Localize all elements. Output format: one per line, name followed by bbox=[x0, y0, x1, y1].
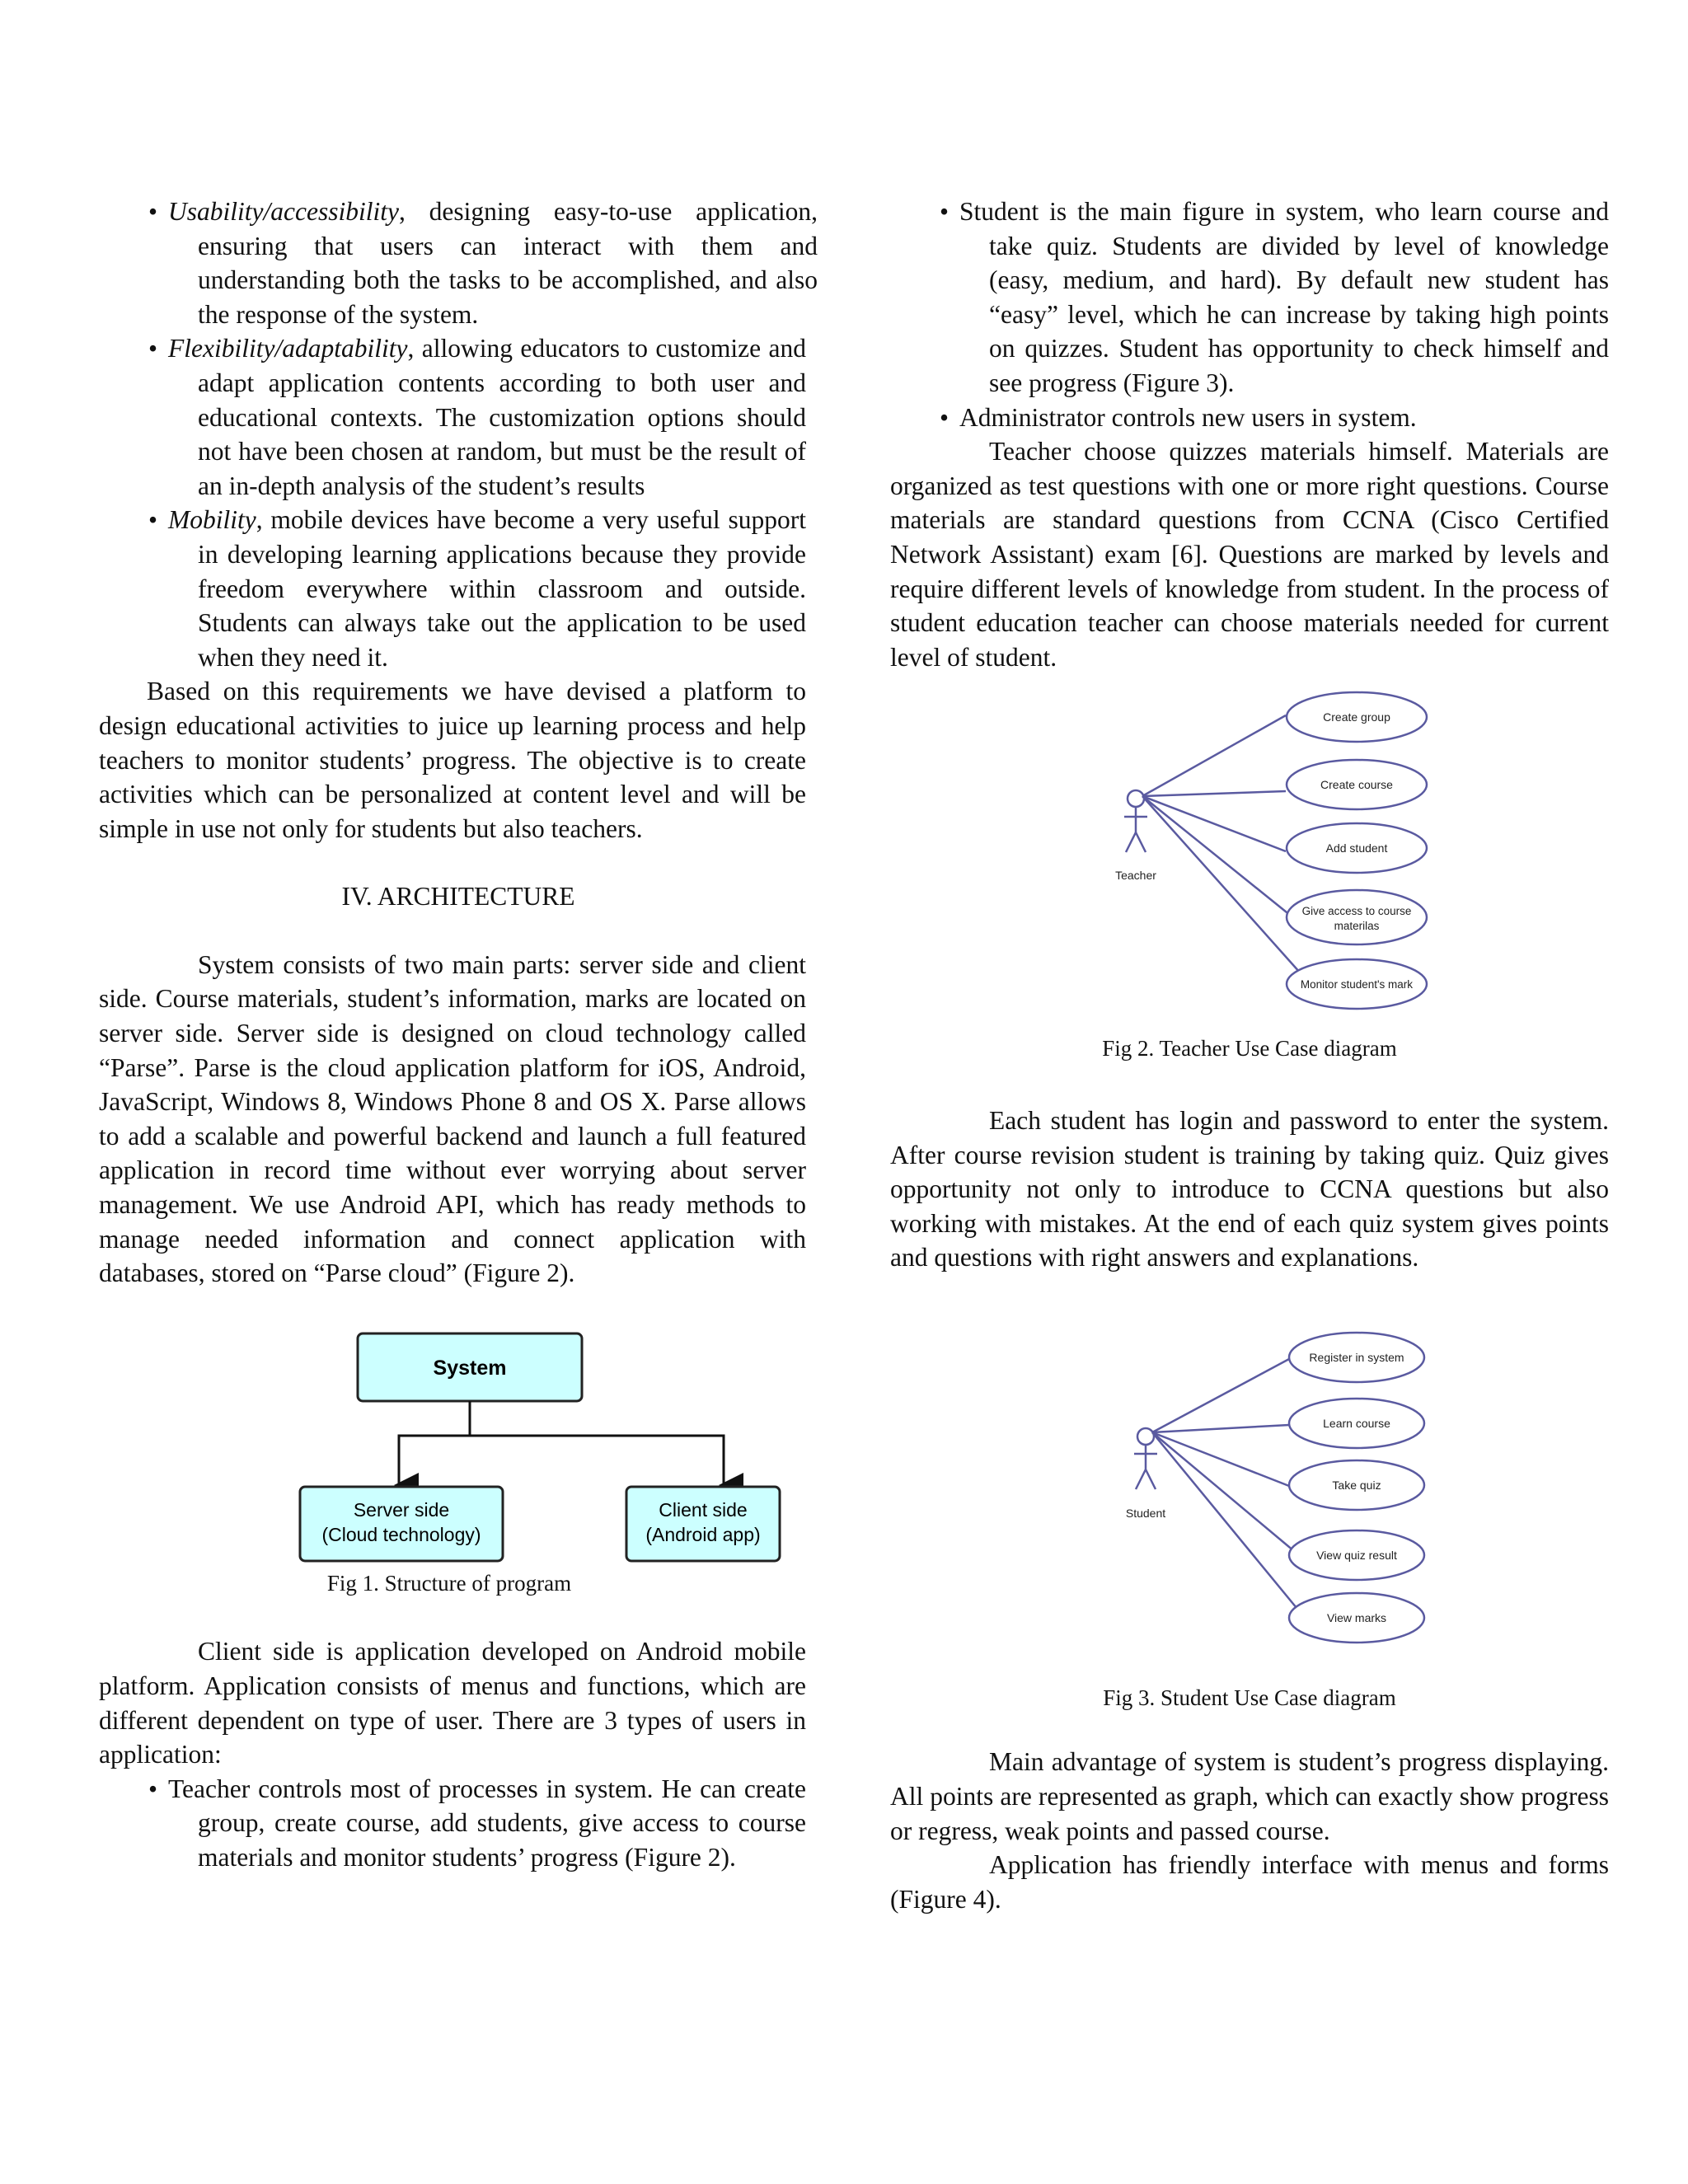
bullet-usability bbox=[99, 194, 818, 331]
left-column bbox=[99, 194, 818, 1875]
actor-label: Teacher bbox=[1115, 869, 1156, 883]
paragraph-system: System consists of two main parts: server side and client side. Course materials, student’s information, marks are located on server side. Server side is designed on cloud technology called “Parse”. Parse is the cloud application platform for iOS, Android, JavaScript, Windows 8, Windows Phone 8 and OS X. Parse allows to add a scalable and powerful backend and launch a full featured application in record time without ever worrying about server management. We use Android API, which has ready methods to manage needed information and connect application with databases, stored on “Parse cloud” (Figure 2). bbox=[99, 949, 806, 1288]
bullet-student bbox=[890, 194, 1609, 401]
usecase-label: Add student bbox=[1325, 841, 1388, 855]
usecase-label: Create group bbox=[1323, 710, 1390, 724]
figure-3-caption: Fig 3. Student Use Case diagram bbox=[1103, 1685, 1396, 1711]
paragraph-client: Client side is application developed on Android mobile platform. Application consists of menus and functions, which are different dependent on type of user. There are 3 types of users in application: bbox=[99, 1637, 806, 1769]
usecase-label: Learn course bbox=[1323, 1416, 1390, 1430]
usecase-label: Create course bbox=[1320, 778, 1393, 792]
section-heading: IV. ARCHITECTURE bbox=[341, 882, 575, 912]
bullet-teacher bbox=[99, 1772, 818, 1875]
bullet-dot: • bbox=[148, 197, 158, 226]
usecase-label: Give access to course bbox=[1301, 905, 1412, 918]
usecase-give-access bbox=[1287, 890, 1427, 944]
bullet-dot: • bbox=[148, 505, 158, 535]
connector-client bbox=[470, 1401, 724, 1485]
bullet-term: Flexibility/adaptability bbox=[168, 334, 408, 363]
figure-1 bbox=[198, 1324, 761, 1572]
bullet-mobility bbox=[99, 503, 818, 674]
connector-server bbox=[399, 1401, 470, 1485]
paragraph-main-advantage: Main advantage of system is student’s progress displaying. All points are represented as graph, which can exactly show progress or regress, weak points and passed course. bbox=[890, 1747, 1609, 1845]
actor-head bbox=[1128, 790, 1144, 807]
paragraph-teacher-choose: Teacher choose quizzes materials himself. Materials are organized as test questions with one or more right questions. Course materials are standard questions from CCNA (Cisco Certified Network Assistant) exam [6]. Questions are marked by levels and require different levels of knowledge from student. In the process of student education teacher can choose materials needed for current level of student. bbox=[890, 437, 1609, 672]
actor-head bbox=[1137, 1428, 1154, 1445]
paragraph-based-on: Based on this requirements we have devised a platform to design educational activities to juice up learning process and help teachers to monitor students’ progress. The objective is to create activities which can be personalized at content level and will be simple in use not only for students but also teachers. bbox=[99, 677, 806, 843]
client-label-2: (Android app) bbox=[645, 1523, 761, 1545]
bullet-flexibility bbox=[99, 331, 818, 503]
usecase-label: View marks bbox=[1326, 1610, 1387, 1624]
bullet-text: Student is the main figure in system, who learn course and take quiz. Students are divided by level of knowledge (easy, medium, and hard). By default new student has “easy” level, which he can increase by taking high points on quizzes. Student has opportunity to check himself and see progress (Figure 3). bbox=[959, 197, 1609, 397]
structure-diagram bbox=[198, 1324, 761, 1563]
usecase-label: View quiz result bbox=[1316, 1548, 1397, 1562]
client-label-1: Client side bbox=[659, 1498, 748, 1521]
bullet-text: , designing easy-to-use application, ensuring that users can interact with them and understanding both the tasks to be accomplished, and also the response of the system. bbox=[198, 197, 818, 329]
bullet-term: Usability/accessibility bbox=[168, 197, 399, 226]
bullet-text: Administrator controls new users in system. bbox=[959, 402, 1417, 432]
server-label-1: Server side bbox=[353, 1498, 450, 1521]
student-use-case-diagram bbox=[1125, 1324, 1474, 1654]
bullet-term: Mobility bbox=[168, 505, 256, 535]
figure-1-caption: Fig 1. Structure of program bbox=[326, 1571, 572, 1596]
system-label: System bbox=[433, 1356, 507, 1380]
paragraph-each-student: Each student has login and password to enter the system. After course revision student is training by taking quiz. Quiz gives opportunity not only to introduce to CCNA questions but also working with mistakes. At the end of each quiz system gives points and questions with right answers and explanations. bbox=[890, 1105, 1609, 1272]
bullet-dot: • bbox=[940, 197, 950, 226]
bullet-dot: • bbox=[940, 402, 950, 432]
actor-label: Student bbox=[1125, 1506, 1166, 1520]
right-column bbox=[890, 194, 1609, 1916]
bullet-dot: • bbox=[148, 334, 158, 363]
usecase-label: Register in system bbox=[1309, 1350, 1404, 1364]
usecase-label: Take quiz bbox=[1332, 1478, 1381, 1492]
bullet-admin bbox=[890, 401, 1609, 435]
bullet-text: , allowing educators to customize and adapt application contents according to both user and educational contexts. The customization options should not have been chosen at random, but must be the result of an in-depth analysis of the student’s results bbox=[198, 334, 806, 500]
bullet-dot: • bbox=[148, 1774, 158, 1803]
figure-2 bbox=[1111, 691, 1457, 1029]
bullet-text: , mobile devices have become a very useful support in developing learning applications because they provide freedom everywhere within classroom and outside. Students can always take out the application to be used when they need it. bbox=[198, 505, 806, 672]
usecase-label: Monitor student's mark bbox=[1300, 978, 1414, 991]
usecase-label: materilas bbox=[1334, 920, 1380, 933]
figure-2-caption: Fig 2. Teacher Use Case diagram bbox=[1102, 1035, 1397, 1061]
bullet-text: Teacher controls most of processes in system. He can create group, create course, add students, give access to course materials and monitor students’ progress (Figure 2). bbox=[168, 1774, 806, 1872]
figure-3 bbox=[1125, 1324, 1474, 1663]
server-label-2: (Cloud technology) bbox=[321, 1523, 481, 1545]
teacher-use-case-diagram bbox=[1111, 691, 1457, 1020]
paragraph-application: Application has friendly interface with menus and forms (Figure 4). bbox=[890, 1850, 1609, 1914]
